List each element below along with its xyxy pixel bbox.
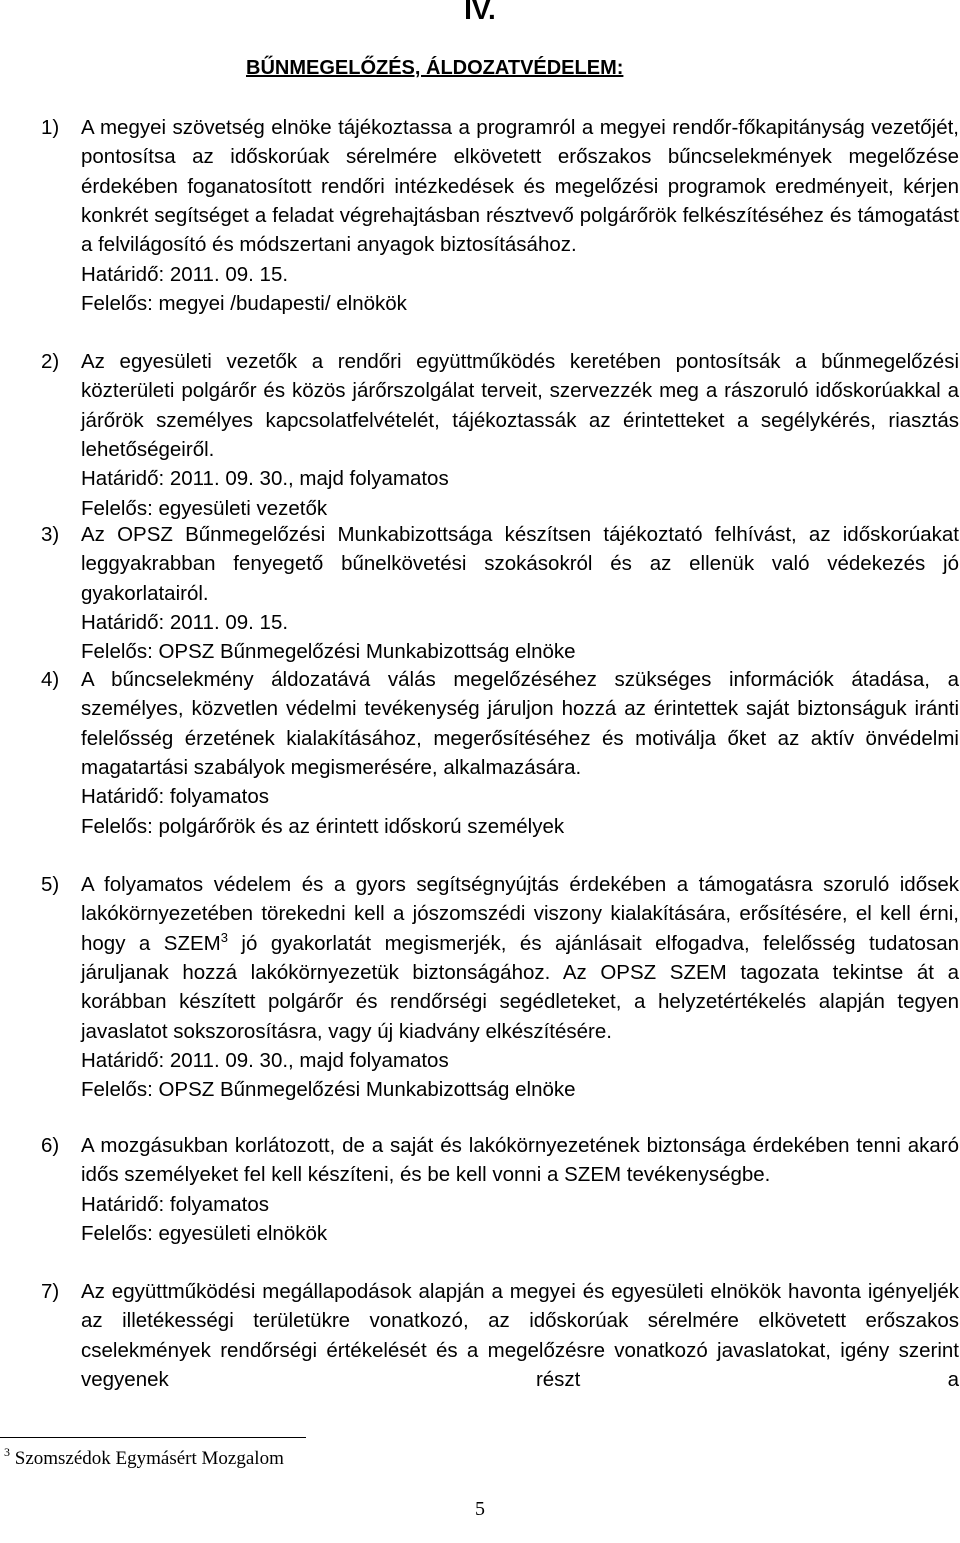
item-text: Az együttműködési megállapodások alapján a megyei és egyesületi elnökök havonta igényeljék az illetékességi területükre vonatkozó, az időskorúak sérelmére elkövetett erőszakos cselekmények rendőrségi értékelését és a megelőzésre vonatkozó javaslatokat, igény szerint vegyenek részt a: [81, 1280, 959, 1392]
footnote-text: Szomszédok Egymásért Mozgalom: [14, 1448, 284, 1469]
item-deadline: Határidő: folyamatos: [81, 785, 270, 809]
item-number: 3): [41, 523, 60, 546]
footnote: [4, 1445, 284, 1470]
footnote-separator: [0, 1437, 306, 1438]
item-responsible: Felelős: megyei /budapesti/ elnökök: [81, 292, 407, 316]
item-text: A bűncselekmény áldozatává válás megelőzéséhez szükséges információk átadása, a személyes, közvetlen védelmi tevékenység járuljon hozzá az érintettek saját biztonságuk iránti felelősség érzetének kialakításához, megerősítéséhez és motiválja őket az aktív önvédelmi magatartási szabályok megismerésére, alkalmazására.: [81, 668, 959, 780]
item-number: 2): [41, 350, 60, 373]
item-deadline: Határidő: 2011. 09. 15.: [81, 611, 289, 635]
item-body: [81, 520, 959, 667]
footnote-ref: 3: [220, 929, 228, 945]
item-responsible: Felelős: egyesületi vezetők: [81, 496, 328, 520]
item-text: Az OPSZ Bűnmegelőzési Munkabizottsága készítsen tájékoztató felhívást, az időskorúakat leggyakrabban fenyegető bűnelkövetési szokásokról és az ellenük való védekezés jó gyakorlatairól.: [81, 523, 959, 605]
footnote-mark: 3: [4, 1445, 10, 1459]
item-responsible: Felelős: polgárőrök és az érintett időskorú személyek: [81, 814, 565, 838]
item-text-part: jó gyakorlatát megismerjék, és ajánlásait elfogadva, felelősség tudatosan járuljanak hozzá lakókörnyezetük biztonságához. Az OPSZ SZEM tagozata tekintse át a korábban készített polgárőr és rendőrségi segédleteket, a helyzetértékelés alapján tegyen javaslatot sokszorosításra, vagy új kiadvány elkészítésére.: [81, 931, 959, 1043]
item-responsible: Felelős: OPSZ Bűnmegelőzési Munkabizottság elnöke: [81, 1078, 576, 1102]
item-text: A megyei szövetség elnöke tájékoztassa a programról a megyei rendőr-főkapitányság vezetőjét, pontosítsa az időskorúak sérelmére elkövetett erőszakos bűncselekmények megelőzése érdekében foganatosított rendőri intézkedések és megelőzési programok eredményeit, kérjen konkrét segítséget a feladat végrehajtásban résztvevő polgárőrök felkészítéséhez és támogatást a felvilágosító és módszertani anyagok biztosításához.: [81, 116, 959, 257]
item-body: [81, 113, 959, 318]
item-number: 1): [41, 116, 60, 139]
item-deadline: Határidő: folyamatos: [81, 1192, 270, 1216]
item-responsible: Felelős: egyesületi elnökök: [81, 1222, 328, 1246]
item-deadline: Határidő: 2011. 09. 15.: [81, 262, 289, 286]
item-responsible: Felelős: OPSZ Bűnmegelőzési Munkabizottság elnöke: [81, 640, 576, 664]
page-number: 5: [475, 1498, 485, 1520]
item-number: 6): [41, 1134, 60, 1157]
item-number: 5): [41, 873, 60, 896]
item-text-part: A folyamatos védelem és a gyors segítségnyújtás érdekében a támogatásra szoruló idősek lakókörnyezetében törekedni kell a jószomszédi viszony kialakítására, erősítésére, el kell érni, hogy a SZEM: [81, 873, 959, 955]
item-text: [81, 870, 959, 1046]
item-number: 4): [41, 668, 60, 691]
item-body: [81, 870, 959, 1105]
item-body: [81, 347, 959, 523]
chapter-number: IV.: [464, 0, 496, 25]
item-deadline: Határidő: 2011. 09. 30., majd folyamatos: [81, 467, 449, 491]
section-title: BŰNMEGELŐZÉS, ÁLDOZATVÉDELEM:: [246, 57, 624, 79]
item-body: [81, 1131, 959, 1248]
item-number: 7): [41, 1280, 60, 1303]
item-text: Az egyesületi vezetők a rendőri együttműködés keretében pontosítsák a bűnmegelőzési közterületi polgárőr és közös járőrszolgálat terveit, szervezzék meg a rászoruló időskorúakkal a járőrök személyes kapcsolatfelvételét, tájékoztassák az érintetteket a segélykérés, riasztás lehetőségeiről.: [81, 350, 959, 462]
item-text: A mozgásukban korlátozott, de a saját és lakókörnyezetének biztonsága érdekében tenni akaró idős személyeket fel kell készíteni, és be kell vonni a SZEM tevékenységbe.: [81, 1134, 959, 1187]
item-body: [81, 665, 959, 841]
item-body: [81, 1277, 959, 1394]
item-deadline: Határidő: 2011. 09. 30., majd folyamatos: [81, 1049, 449, 1073]
